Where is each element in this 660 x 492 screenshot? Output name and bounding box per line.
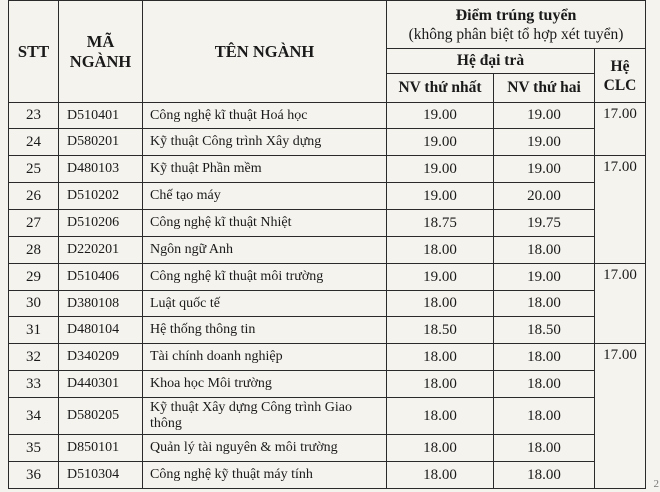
row-stt: 32 [9,344,59,371]
row-name: Công nghệ kĩ thuật Hoá học [143,103,387,129]
table-row [9,462,646,489]
row-stt: 24 [9,129,59,156]
header-nv1: NV thứ nhất [387,74,494,103]
row-name: Công nghệ kỹ thuật máy tính [143,462,387,489]
header-clc-line2: CLC [603,76,637,94]
table-row [9,156,646,183]
row-code: D510202 [59,183,143,210]
row-code: D380108 [59,291,143,317]
header-score-title: Điểm trúng tuyển [455,6,577,24]
table-row [9,103,646,129]
row-name: Công nghệ kĩ thuật môi trường [143,264,387,291]
row-nv2: 18.00 [494,344,595,371]
row-code: D480103 [59,156,143,183]
header-major-code [59,1,143,103]
header-major-name: TÊN NGÀNH [143,1,387,103]
row-stt: 25 [9,156,59,183]
row-nv2: 18.00 [494,371,595,398]
row-name: Tài chính doanh nghiệp [143,344,387,371]
row-code: D580205 [59,398,143,435]
row-nv1: 18.00 [387,371,494,398]
row-name: Kỹ thuật Phần mềm [143,156,387,183]
row-stt: 28 [9,237,59,264]
row-stt: 34 [9,398,59,435]
row-nv1: 18.00 [387,398,494,435]
row-nv2: 18.50 [494,317,595,344]
row-nv1: 18.00 [387,435,494,462]
header-nv2: NV thứ hai [494,74,595,103]
table-row [9,183,646,210]
row-name: Kỹ thuật Công trình Xây dựng [143,129,387,156]
table-row [9,237,646,264]
row-nv2: 18.00 [494,237,595,264]
row-name: Khoa học Môi trường [143,371,387,398]
row-nv1: 19.00 [387,264,494,291]
header-clc [595,49,646,103]
row-nv1: 18.00 [387,462,494,489]
row-clc-value: 17.00 [603,106,637,122]
row-code: D510406 [59,264,143,291]
row-clc-value: 17.00 [603,267,637,283]
table-row [9,291,646,317]
row-name: Quản lý tài nguyên & môi trường [143,435,387,462]
row-nv1: 19.00 [387,129,494,156]
row-code: D510401 [59,103,143,129]
table-row [9,398,646,435]
row-stt: 23 [9,103,59,129]
row-name: Chế tạo máy [143,183,387,210]
table-row [9,317,646,344]
row-stt: 36 [9,462,59,489]
row-code: D510304 [59,462,143,489]
row-stt: 31 [9,317,59,344]
row-nv1: 18.00 [387,344,494,371]
row-clc [595,264,646,344]
row-clc-value: 17.00 [603,347,637,363]
header-stt: STT [9,1,59,103]
row-code: D580201 [59,129,143,156]
header-major-code-line1: MÃ [86,31,115,51]
row-name: Ngôn ngữ Anh [143,237,387,264]
page-edge-mark: 2 [653,478,659,490]
row-nv1: 18.50 [387,317,494,344]
table-row [9,344,646,371]
row-code: D340209 [59,344,143,371]
row-clc [595,344,646,489]
row-clc-value: 17.00 [603,159,637,175]
row-nv1: 19.00 [387,156,494,183]
row-clc [595,156,646,264]
row-nv1: 18.00 [387,237,494,264]
row-code: D850101 [59,435,143,462]
table-row [9,129,646,156]
row-nv2: 19.75 [494,210,595,237]
header-major-code-line2: NGÀNH [69,51,132,71]
row-nv2: 18.00 [494,462,595,489]
header-admission-score [387,1,646,49]
row-nv2: 19.00 [494,264,595,291]
row-code: D440301 [59,371,143,398]
header-regular-system: Hệ đại trà [387,49,595,74]
row-stt: 27 [9,210,59,237]
row-code: D510206 [59,210,143,237]
row-nv2: 19.00 [494,156,595,183]
row-nv2: 19.00 [494,129,595,156]
row-stt: 30 [9,291,59,317]
row-name: Kỹ thuật Xây dựng Công trình Giao thông [143,398,387,435]
row-code: D480104 [59,317,143,344]
table-row [9,210,646,237]
row-stt: 29 [9,264,59,291]
row-stt: 33 [9,371,59,398]
row-stt: 35 [9,435,59,462]
table-row [9,435,646,462]
row-nv2: 18.00 [494,435,595,462]
row-name: Luật quốc tế [143,291,387,317]
header-score-subtitle: (không phân biệt tổ hợp xét tuyển) [408,25,624,43]
row-code: D220201 [59,237,143,264]
row-nv2: 18.00 [494,291,595,317]
row-nv1: 18.75 [387,210,494,237]
row-nv2: 20.00 [494,183,595,210]
row-nv1: 19.00 [387,103,494,129]
table-row [9,264,646,291]
row-nv1: 19.00 [387,183,494,210]
row-clc [595,103,646,156]
table-row [9,371,646,398]
row-stt: 26 [9,183,59,210]
row-nv2: 18.00 [494,398,595,435]
admission-score-table [8,0,646,489]
row-name: Hệ thống thông tin [143,317,387,344]
row-name: Công nghệ kĩ thuật Nhiệt [143,210,387,237]
row-nv2: 19.00 [494,103,595,129]
row-nv1: 18.00 [387,291,494,317]
header-clc-line1: Hệ [610,57,630,75]
